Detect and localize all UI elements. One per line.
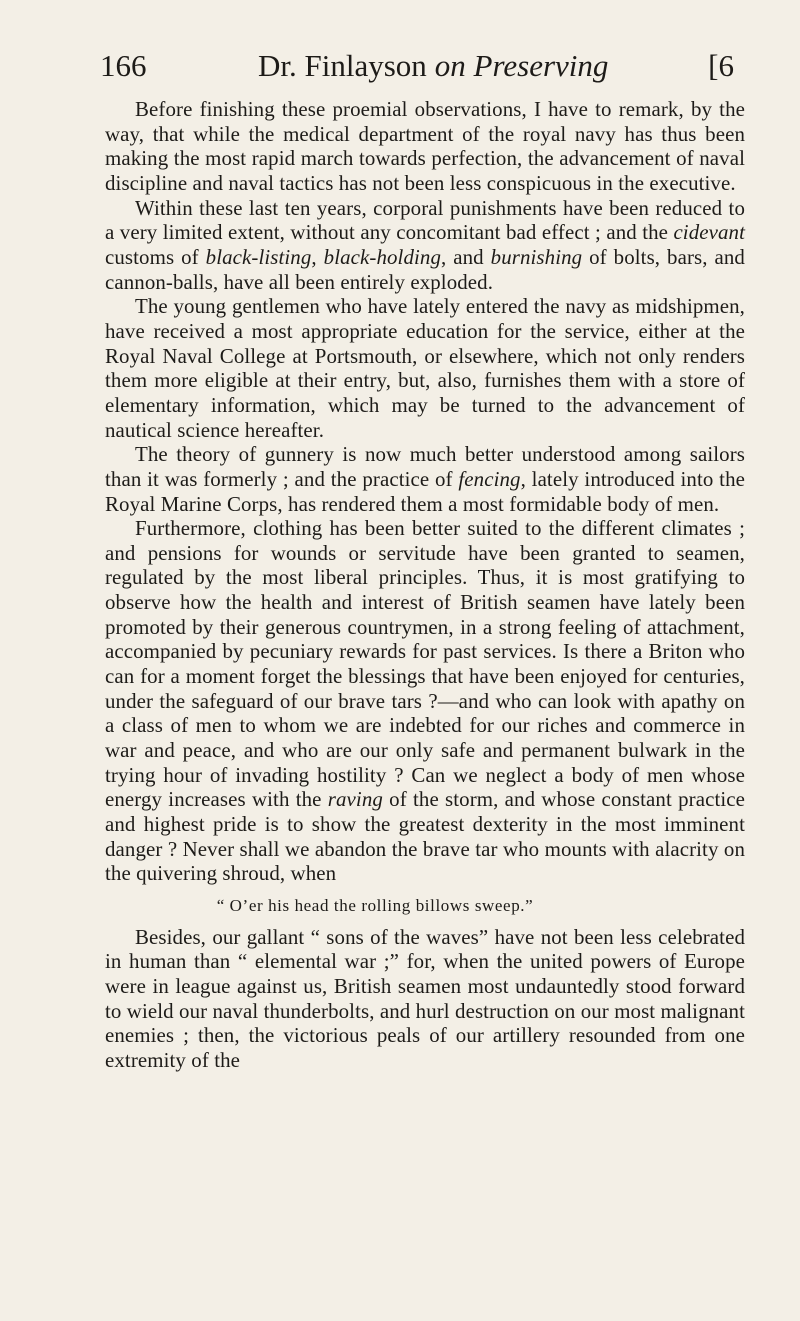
text-span: of bolts, bars, and cannon-balls, have all been entirely exploded.	[105, 244, 745, 294]
text-span: Furthermore, clothing has been better suited to the different climates ; and pensions for wounds or servitude have been granted to seamen, regulated by the most liberal principles. Thus, it is most gratifying to observe how the health and interest of British seamen have lately been promoted by their generous countrymen, in a strong feeling of attachment, accompanied by pecuniary rewards for past services. Is there a Briton who can for a moment forget the blessings that have been enjoyed for centuries, under the safeguard of our brave tars ?—and who can look with apathy on a class of men to whom we are indebted for our riches and commerce in war and peace, and who are our only safe and permanent bulwark in the trying hour of invading hostility ? Can we neglect a body of men whose energy increases with the	[105, 516, 745, 812]
running-title-work: on Preserving	[434, 48, 609, 83]
running-header	[100, 42, 734, 90]
paragraph-clothing	[105, 516, 745, 886]
text-span: , and	[441, 244, 491, 269]
italic-term: black-listing	[205, 244, 312, 269]
italic-term: burnishing	[490, 244, 583, 269]
text-span: customs of	[105, 244, 206, 269]
verse-quotation: “ O’er his head the rolling billows sweep.”	[216, 896, 534, 915]
text-span: ,	[311, 244, 324, 269]
text-span: Within these last ten years, corporal punishments have been reduced to a very limited extent, without any concomitant bad effect ; and the	[105, 195, 745, 245]
italic-term: cidevant	[673, 220, 745, 245]
paragraph-punishments	[105, 196, 745, 295]
italic-term: raving	[327, 787, 383, 812]
paragraph-sons-of-waves: Besides, our gallant “ sons of the waves” have not been less celebrated in human than “ elemental war ;” for, when the united powers of Europe were in league against us, British seamen most undauntedly stood forward to wield our naval thunderbolts, and hurl destruction on our most malignant enemies ; then, the victorious peals of our artillery resounded from one extremity of the	[105, 924, 745, 1072]
text-span: of the storm, and whose constant practice and highest pride is to show the greatest dexterity in the most imminent danger ? Never shall we abandon the brave tar who mounts with alacrity on the quivering shroud, when	[105, 787, 746, 886]
italic-term: fencing	[458, 466, 521, 491]
text-span: The theory of gunnery is now much better understood among sailors than it was formerly ; and the practice of	[105, 442, 745, 491]
paragraph-gunnery	[105, 442, 745, 516]
italic-term: black-holding	[323, 244, 441, 269]
paragraph-proemial: Before finishing these proemial observations, I have to remark, by the way, that while the medical department of the royal navy has thus been making the most rapid march towards perfection, the advancement of naval discipline and naval tactics has not been less conspicuous in the executive.	[105, 97, 745, 195]
text-span: , lately introduced into the Royal Marine Corps, has rendered them a most formidable body of men.	[105, 466, 745, 516]
page-number: 166	[100, 48, 147, 83]
signature-mark: [6	[708, 48, 734, 83]
running-title	[258, 42, 608, 90]
body-text	[105, 97, 745, 1073]
running-title-author: Dr. Finlayson	[258, 48, 427, 83]
paragraph-midshipmen: The young gentlemen who have lately entered the navy as midshipmen, have received a most appropriate education for the service, either at the Royal Naval College at Portsmouth, or elsewhere, which not only renders them more eligible at their entry, but, also, furnishes them with a store of elementary information, which may be turned to the advancement of nautical science hereafter.	[105, 294, 745, 442]
